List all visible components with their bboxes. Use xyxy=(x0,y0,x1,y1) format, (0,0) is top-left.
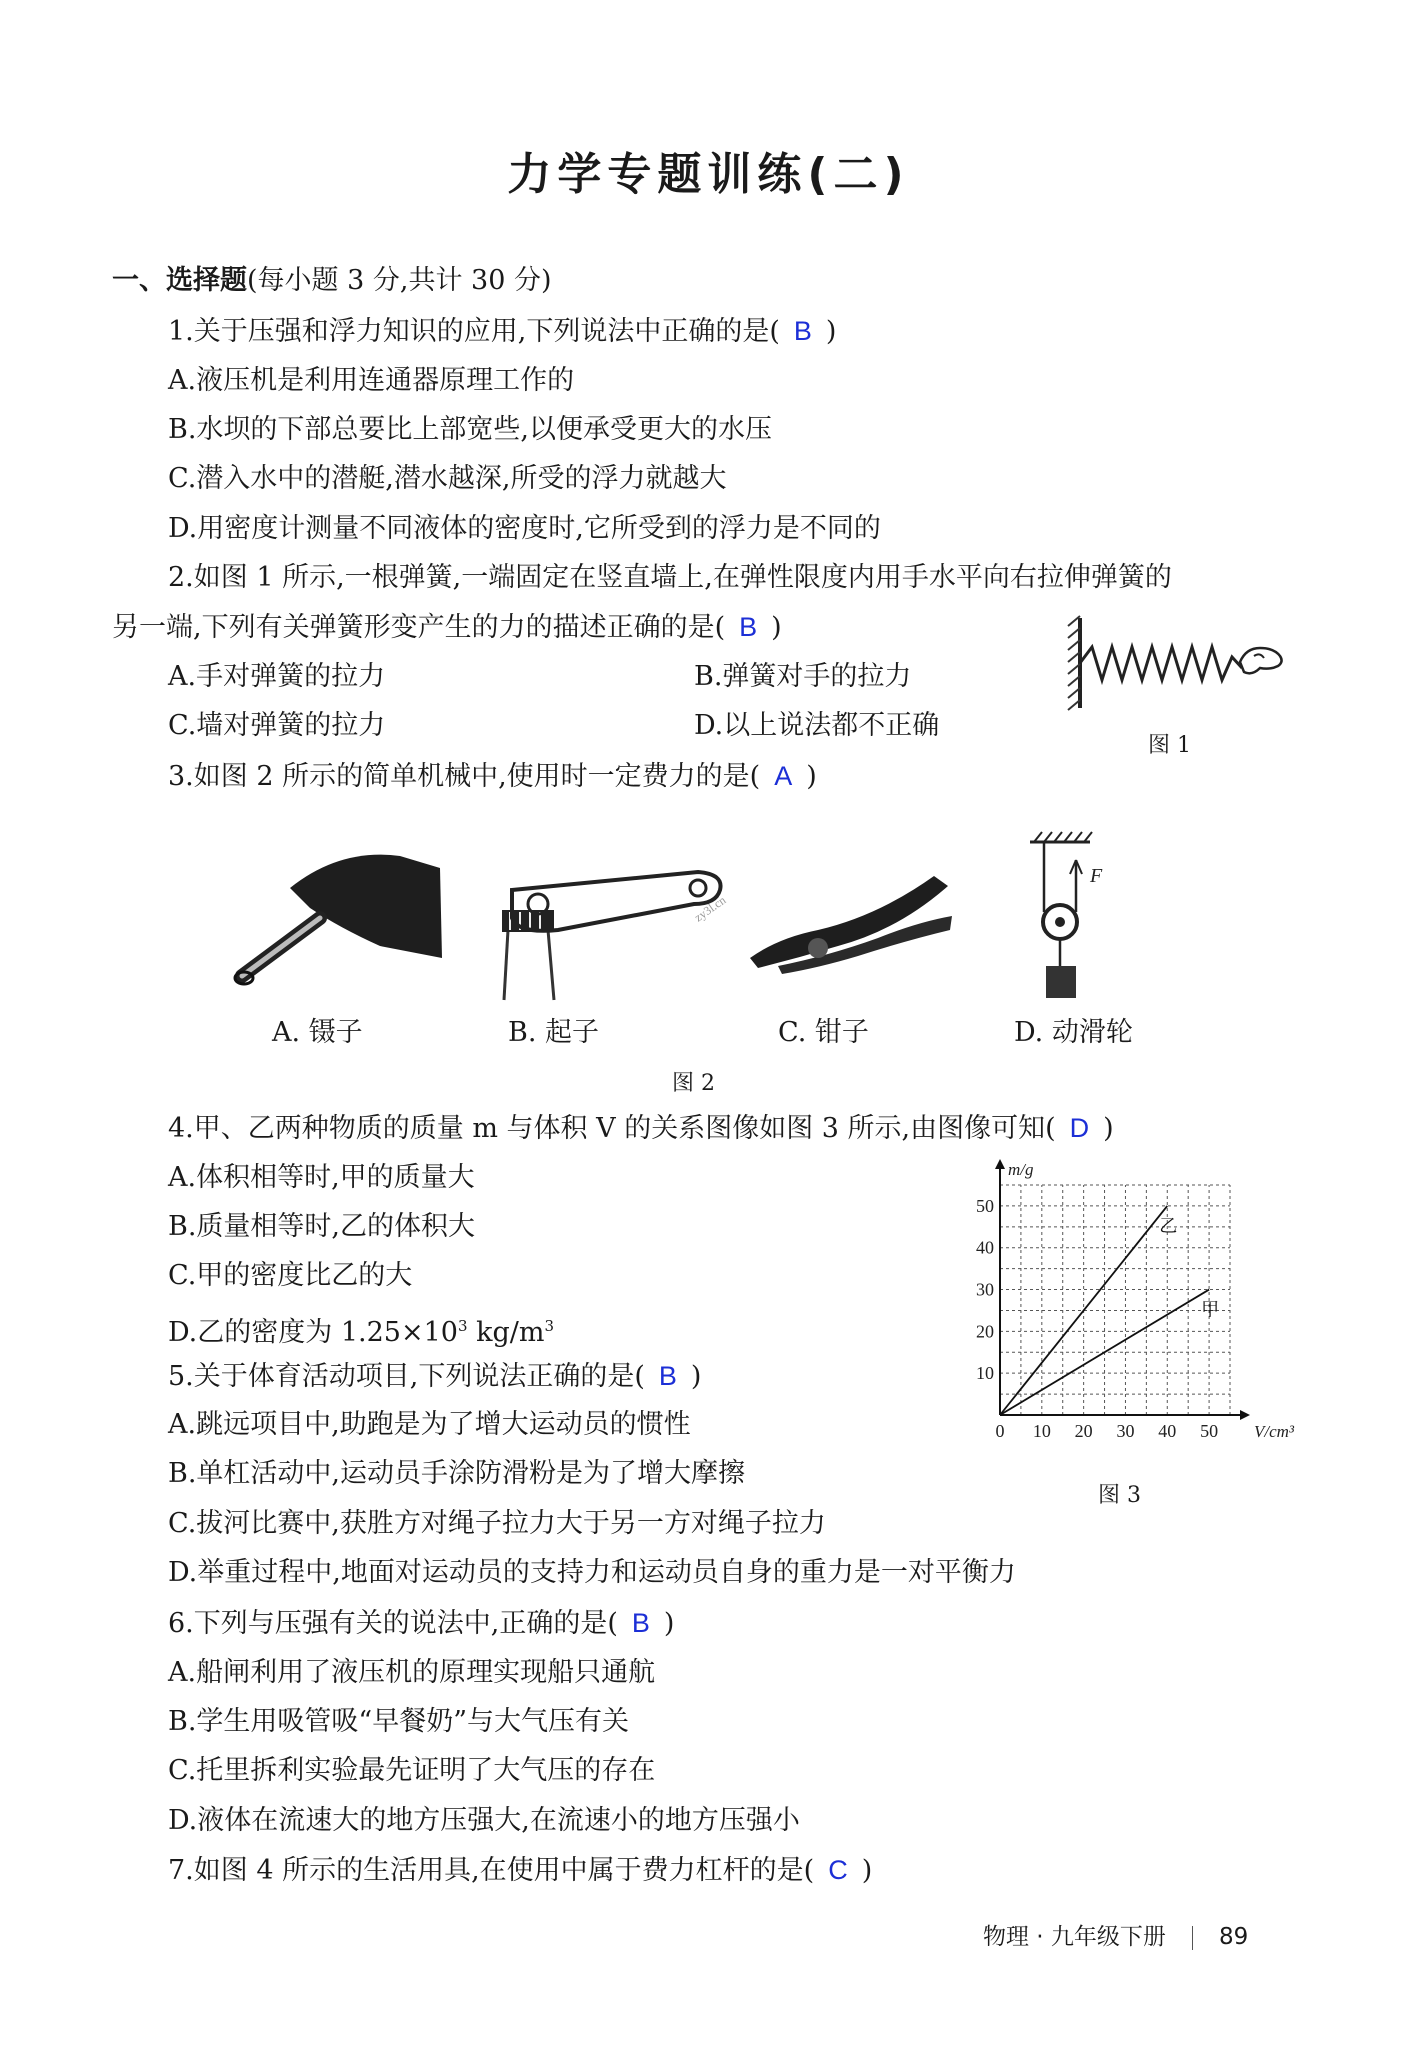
figure-2-label-b: B. 起子 xyxy=(508,1017,600,1048)
footer-divider xyxy=(1192,1926,1193,1950)
question-stem: 4.甲、乙两种物质的质量 m 与体积 V 的关系图像如图 3 所示,由图像可知( xyxy=(168,1113,1056,1144)
section-heading xyxy=(112,263,552,299)
option: D.用密度计测量不同液体的密度时,它所受到的浮力是不同的 xyxy=(168,513,881,544)
movable-pulley-image xyxy=(1010,830,1150,1010)
x-tick-label: 30 xyxy=(1116,1421,1135,1441)
answer-mark: B xyxy=(793,316,812,346)
option: C.墙对弹簧的拉力 xyxy=(168,710,386,741)
page-number: 89 xyxy=(1218,1924,1249,1950)
footer-book: 物理 · 九年级下册 xyxy=(983,1924,1166,1950)
question-stem: 6.下列与压强有关的说法中,正确的是( xyxy=(168,1608,618,1639)
question-5 xyxy=(168,1358,701,1395)
option: D.举重过程中,地面对运动员的支持力和运动员自身的重力是一对平衡力 xyxy=(168,1557,1016,1588)
pulley-force-label: F xyxy=(1090,865,1103,887)
section-label: 一、选择题 xyxy=(112,265,247,296)
paren-close: ) xyxy=(690,1361,702,1392)
figure-1-caption: 图 1 xyxy=(1148,733,1191,758)
question-stem: 3.如图 2 所示的简单机械中,使用时一定费力的是( xyxy=(168,761,761,792)
pliers-image xyxy=(738,868,958,978)
y-tick-label: 20 xyxy=(976,1321,994,1342)
paren-close: ) xyxy=(1103,1113,1114,1144)
option: C.潜入水中的潜艇,潜水越深,所受的浮力就越大 xyxy=(168,463,727,494)
question-stem: 5.关于体育活动项目,下列说法正确的是( xyxy=(168,1361,645,1392)
answer-mark: A xyxy=(774,761,793,791)
option-d-text: D.乙的密度为 1.25×10 xyxy=(168,1317,458,1348)
question-stem: 7.如图 4 所示的生活用具,在使用中属于费力杠杆的是( xyxy=(168,1855,815,1886)
answer-mark: C xyxy=(828,1855,848,1885)
question-7 xyxy=(168,1852,872,1889)
option: B.质量相等时,乙的体积大 xyxy=(168,1211,476,1242)
option: D.液体在流速大的地方压强大,在流速小的地方压强小 xyxy=(168,1805,800,1836)
figure-2-label-c: C. 钳子 xyxy=(778,1017,869,1048)
series-label: 乙 xyxy=(1159,1215,1178,1236)
option: A.手对弹簧的拉力 xyxy=(168,661,386,692)
option xyxy=(168,1308,554,1351)
figure-3-chart xyxy=(960,1160,1295,1450)
figure-2-label-a: A. 镊子 xyxy=(272,1017,363,1048)
option: A.跳远项目中,助跑是为了增大运动员的惯性 xyxy=(168,1409,691,1440)
x-axis-label: V/cm³ xyxy=(1254,1422,1295,1441)
question-4 xyxy=(168,1110,1114,1147)
question-2-cont xyxy=(112,609,782,646)
answer-mark: B xyxy=(631,1608,650,1638)
paren-close: ) xyxy=(861,1855,873,1886)
option: A.液压机是利用连通器原理工作的 xyxy=(168,365,575,396)
section-note: (每小题 3 分,共计 30 分) xyxy=(247,265,552,296)
option: A.船闸利用了液压机的原理实现船只通航 xyxy=(168,1657,656,1688)
y-tick-label: 50 xyxy=(976,1195,994,1216)
answer-mark: B xyxy=(658,1361,677,1391)
tweezers-image xyxy=(230,848,450,998)
y-axis-arrow xyxy=(995,1159,1005,1169)
option: B.弹簧对手的拉力 xyxy=(694,661,912,692)
figure-2-label-d: D. 动滑轮 xyxy=(1014,1017,1133,1048)
figure-1-spring xyxy=(1068,610,1288,715)
question-6 xyxy=(168,1605,674,1642)
x-tick-label: 20 xyxy=(1074,1421,1093,1441)
option: B.水坝的下部总要比上部宽些,以便承受更大的水压 xyxy=(168,414,773,445)
question-stem: 另一端,下列有关弹簧形变产生的力的描述正确的是( xyxy=(112,612,726,643)
page-footer xyxy=(983,1918,1248,1951)
question-1 xyxy=(168,313,836,350)
option: C.甲的密度比乙的大 xyxy=(168,1260,413,1291)
x-tick-label: 0 xyxy=(995,1421,1005,1441)
paren-close: ) xyxy=(806,761,817,792)
option-d-unit: kg/m xyxy=(467,1317,545,1348)
question-2: 2.如图 1 所示,一根弹簧,一端固定在竖直墙上,在弹性限度内用手水平向右拉伸弹簧的 xyxy=(168,562,1172,593)
answer-mark: B xyxy=(739,612,758,642)
paren-close: ) xyxy=(825,316,837,347)
y-tick-label: 30 xyxy=(976,1279,994,1300)
option: B.学生用吸管吸“早餐奶”与大气压有关 xyxy=(168,1706,630,1737)
paren-close: ) xyxy=(771,612,782,643)
series-label: 甲 xyxy=(1201,1299,1220,1320)
option: B.单杠活动中,运动员手涂防滑粉是为了增大摩擦 xyxy=(168,1458,746,1489)
paren-close: ) xyxy=(663,1608,675,1639)
figure-2-caption: 图 2 xyxy=(672,1071,715,1096)
y-tick-label: 40 xyxy=(976,1237,994,1258)
superscript: 3 xyxy=(544,1317,554,1335)
x-axis-arrow xyxy=(1240,1410,1250,1420)
answer-mark: D xyxy=(1069,1113,1090,1143)
option: A.体积相等时,甲的质量大 xyxy=(168,1162,475,1193)
option: C.拔河比赛中,获胜方对绳子拉力大于另一方对绳子拉力 xyxy=(168,1508,826,1539)
y-axis-label: m/g xyxy=(1008,1160,1034,1179)
x-tick-label: 10 xyxy=(1032,1421,1051,1441)
option: C.托里拆利实验最先证明了大气压的存在 xyxy=(168,1755,656,1786)
question-3 xyxy=(168,758,817,795)
superscript: 3 xyxy=(457,1317,468,1335)
x-tick-label: 40 xyxy=(1158,1421,1177,1441)
option: D.以上说法都不正确 xyxy=(694,710,940,741)
page-title: 力学专题训练(二) xyxy=(507,149,910,200)
watermark: zy3l.cn xyxy=(691,892,729,925)
bottle-opener-image xyxy=(498,860,728,1000)
y-tick-label: 10 xyxy=(976,1363,994,1384)
question-stem: 1.关于压强和浮力知识的应用,下列说法中正确的是( xyxy=(168,316,780,347)
figure-3-caption: 图 3 xyxy=(1098,1483,1141,1508)
x-tick-label: 50 xyxy=(1200,1421,1219,1441)
